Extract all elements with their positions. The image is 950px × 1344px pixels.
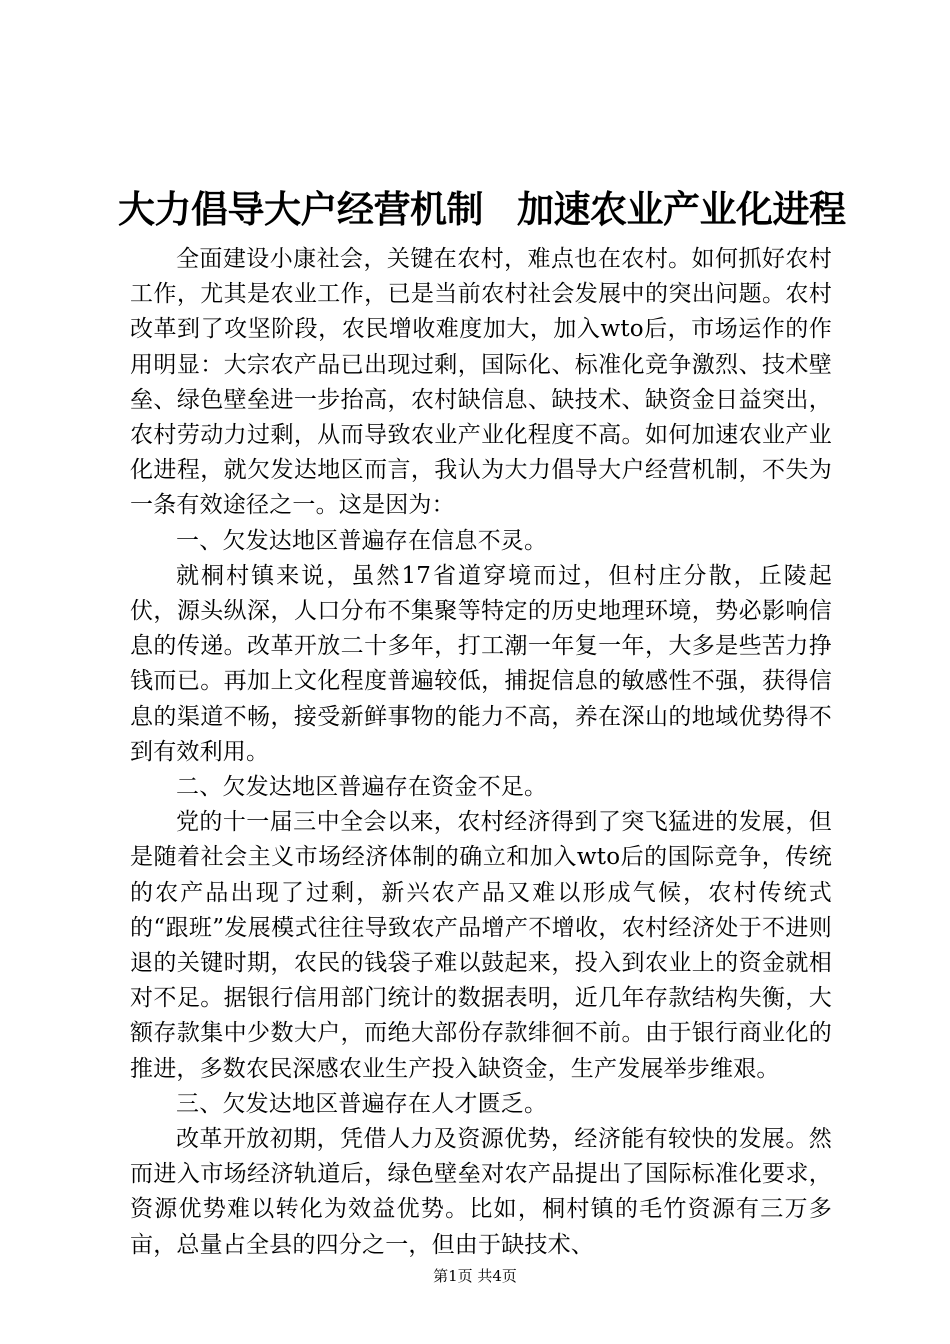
paragraph-section-2: 党的十一届三中全会以来，农村经济得到了突飞猛进的发展，但是随着社会主义市场经济体制的确立和加入wto后的国际竞争，传统的农产品出现了过剩，新兴农产品又难以形成气候，农村传统式的“跟班”发展模式往往导致农产品增产不增收，农村经济处于不进则退的关键时期，农民的钱袋子难以鼓起来，投入到农业上的资金就相对不足。据银行信用部门统计的数据表明，近几年存款结构失衡，大额存款集中少数大户，而绝大部份存款绯徊不前。由于银行商业化的推进，多数农民深感农业生产投入缺资金，生产发展举步维艰。 [130,809,832,1082]
heading-section-1: 一、欠发达地区普遍存在信息不灵。 [176,527,548,554]
document-body [130,242,832,1263]
title-part-1: 大力倡导大户经营机制 [118,187,483,231]
heading-section-3: 三、欠发达地区普遍存在人才匮乏。 [176,1090,548,1117]
heading-section-2: 二、欠发达地区普遍存在资金不足。 [176,774,548,801]
page-footer [0,1266,950,1286]
title-part-2: 加速农业产业化进程 [517,187,846,231]
paragraph-section-1: 就桐村镇来说，虽然17省道穿境而过，但村庄分散，丘陵起伏，源头纵深，人口分布不集聚等特定的历史地理环境，势必影响信息的传递。改革开放二十多年，打工潮一年复一年，大多是些苦力挣钱而已。再加上文化程度普遍较低，捕捉信息的敏感性不强，获得信息的渠道不畅，接受新鲜事物的能力不高，养在深山的地域优势得不到有效利用。 [130,562,832,765]
paragraph-section-3: 改革开放初期，凭借人力及资源优势，经济能有较快的发展。然而进入市场经济轨道后，绿色壁垒对农产品提出了国际标准化要求，资源优势难以转化为效益优势。比如，桐村镇的毛竹资源有三万多亩，总量占全县的四分之一，但由于缺技术、 [130,1126,832,1258]
paragraph-intro: 全面建设小康社会，关键在农村，难点也在农村。如何抓好农村工作，尤其是农业工作，已是当前农村社会发展中的突出问题。农村改革到了攻坚阶段，农民增收难度加大，加入wto后，市场运作的作用明显：大宗农产品已出现过剩，国际化、标准化竞争激烈、技术壁垒、绿色壁垒进一步抬高，农村缺信息、缺技术、缺资金日益突出，农村劳动力过剩，从而导致农业产业化程度不高。如何加速农业产业化进程，就欠发达地区而言，我认为大力倡导大户经营机制，不失为一条有效途径之一。这是因为： [130,246,832,519]
document-title [118,186,846,232]
page-number-label: 第1页 共4页 [433,1267,517,1285]
